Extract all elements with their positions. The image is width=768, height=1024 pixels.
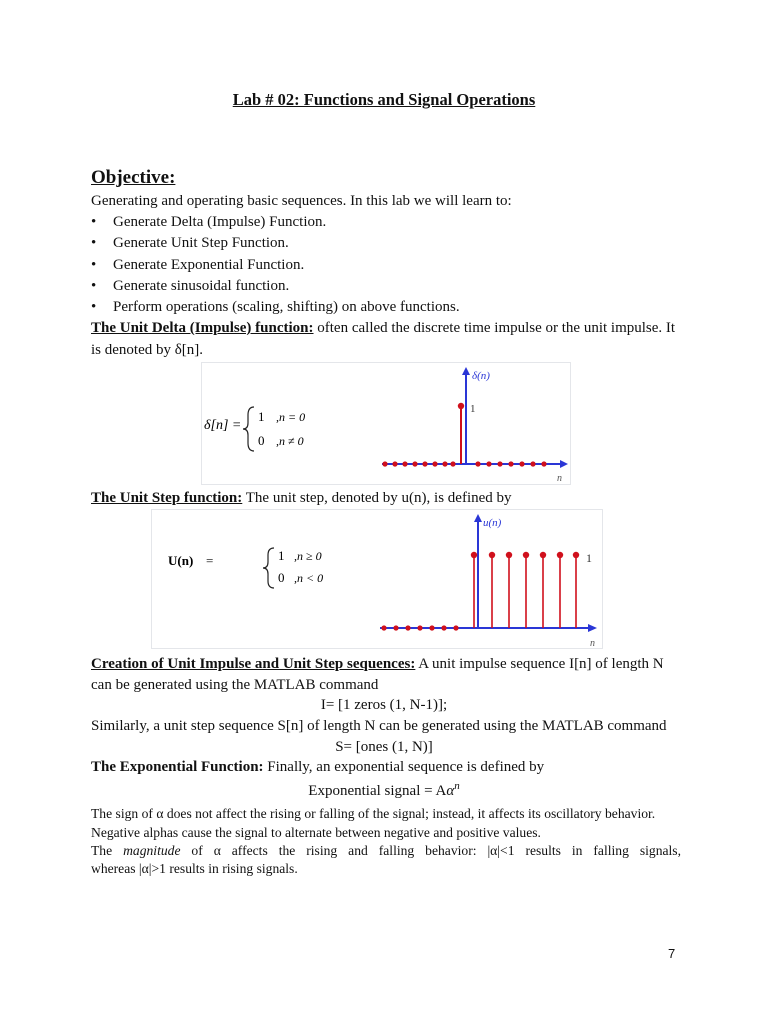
step-heading: The Unit Step function: [91, 490, 243, 506]
bullet-item: • Generate Exponential Function. [91, 257, 305, 273]
delta-heading: The Unit Delta (Impulse) function: [91, 320, 314, 336]
delta-paragraph-line2: is denoted by δ[n]. [91, 342, 204, 358]
zero-sample-dot [382, 461, 387, 466]
step-one-samples [471, 552, 579, 558]
step-equals: = [206, 553, 214, 568]
zero-sample-dot [441, 625, 446, 630]
delta-x-arrowhead [560, 460, 568, 468]
delta-peak-label: 1 [470, 403, 476, 415]
exponential-note-2: Negative alphas cause the signal to alternate between negative and positive values. [91, 825, 541, 840]
zero-sample-dot [453, 625, 458, 630]
step-x-label: n [590, 638, 595, 648]
zero-sample-dot [475, 461, 480, 466]
exponential-note-3: The magnitude of α affects the rising and falling behavior: |α|<1 results in falling signals, [91, 843, 681, 858]
delta-case1-value: 1 [258, 409, 265, 424]
zero-sample-dot [422, 461, 427, 466]
one-sample-dot [471, 552, 477, 558]
objective-intro: Generating and operating basic sequences. In this lab we will learn to: [91, 193, 512, 209]
step-case1-value: 1 [278, 548, 285, 563]
step-x-arrowhead [588, 624, 597, 632]
creation-paragraph: Creation of Unit Impulse and Unit Step sequences: A unit impulse sequence I[n] of length N [91, 656, 664, 672]
step-figure [151, 509, 603, 649]
delta-plot [202, 363, 570, 484]
delta-lhs: δ[n] = [204, 418, 242, 433]
matlab-cmd-step: S= [ones (1, N)] [335, 739, 433, 755]
one-sample-dot [573, 552, 579, 558]
one-sample-dot [489, 552, 495, 558]
exponential-note-1: The sign of α does not affect the rising or falling of the signal; instead, it affects its oscillatory behavior. [91, 806, 656, 821]
zero-sample-dot [450, 461, 455, 466]
zero-sample-dot [392, 461, 397, 466]
exponential-note-4: whereas |α|>1 results in rising signals. [91, 861, 298, 876]
delta-y-arrowhead [462, 367, 470, 375]
page-number: 7 [668, 946, 676, 961]
step-lhs: U(n) [168, 553, 194, 568]
step-plot [152, 510, 602, 648]
exponential-formula: Exponential signal = $A\alpha^n$ [308, 780, 460, 799]
bullet-item: • Generate Delta (Impulse) Function. [91, 214, 327, 230]
zero-sample-dot [412, 461, 417, 466]
step-y-arrowhead [474, 514, 482, 522]
zero-sample-dot [429, 625, 434, 630]
zero-sample-dot [393, 625, 398, 630]
step-case1-condition: ,n ≥ 0 [294, 549, 322, 563]
delta-x-label: n [557, 473, 562, 484]
step-peak-label: 1 [586, 551, 592, 565]
delta-case2-condition: ,n ≠ 0 [276, 434, 304, 448]
delta-paragraph: The Unit Delta (Impulse) function: often called the discrete time impulse or the unit impulse. It [91, 320, 676, 336]
step-stems [474, 556, 576, 628]
delta-figure [201, 362, 571, 485]
delta-brace [243, 407, 254, 451]
bullet-item: • Generate sinusoidal function. [91, 278, 290, 294]
delta-y-label: δ(n) [472, 370, 490, 382]
step-brace [263, 548, 274, 588]
one-sample-dot [540, 552, 546, 558]
step-y-label: u(n) [483, 517, 502, 529]
step-paragraph: The Unit Step function: The unit step, denoted by u(n), is defined by [91, 490, 512, 506]
one-sample-dot [523, 552, 529, 558]
zero-sample-dot [497, 461, 502, 466]
one-sample-dot [557, 552, 563, 558]
bullet-item: • Perform operations (scaling, shifting) on above functions. [91, 299, 460, 315]
zero-sample-dot [541, 461, 546, 466]
step-case2-value: 0 [278, 570, 285, 585]
zero-sample-dot [381, 625, 386, 630]
exponential-heading: The Exponential Function: [91, 759, 264, 775]
creation-line3: Similarly, a unit step sequence S[n] of length N can be generated using the MATLAB command [91, 718, 667, 734]
one-sample-dot [506, 552, 512, 558]
page-title: Lab # 02: Functions and Signal Operations [232, 90, 536, 109]
step-case2-condition: ,n < 0 [294, 571, 324, 585]
zero-sample-dot [432, 461, 437, 466]
zero-sample-dot [508, 461, 513, 466]
zero-sample-dot [486, 461, 491, 466]
zero-sample-dot [402, 461, 407, 466]
creation-heading: Creation of Unit Impulse and Unit Step sequences: [91, 656, 416, 672]
delta-case2-value: 0 [258, 433, 265, 448]
zero-sample-dot [405, 625, 410, 630]
zero-sample-dot [442, 461, 447, 466]
matlab-cmd-impulse: I= [1 zeros (1, N-1)]; [320, 697, 448, 713]
delta-case1-condition: ,n = 0 [276, 410, 306, 424]
zero-sample-dot [530, 461, 535, 466]
exponential-paragraph: The Exponential Function: Finally, an exponential sequence is defined by [91, 759, 545, 775]
creation-line2: can be generated using the MATLAB command [91, 677, 379, 693]
objective-heading: Objective: [91, 167, 176, 188]
zero-sample-dot [417, 625, 422, 630]
zero-sample-dot [519, 461, 524, 466]
delta-impulse-dot [458, 403, 464, 409]
bullet-item: • Generate Unit Step Function. [91, 235, 289, 251]
